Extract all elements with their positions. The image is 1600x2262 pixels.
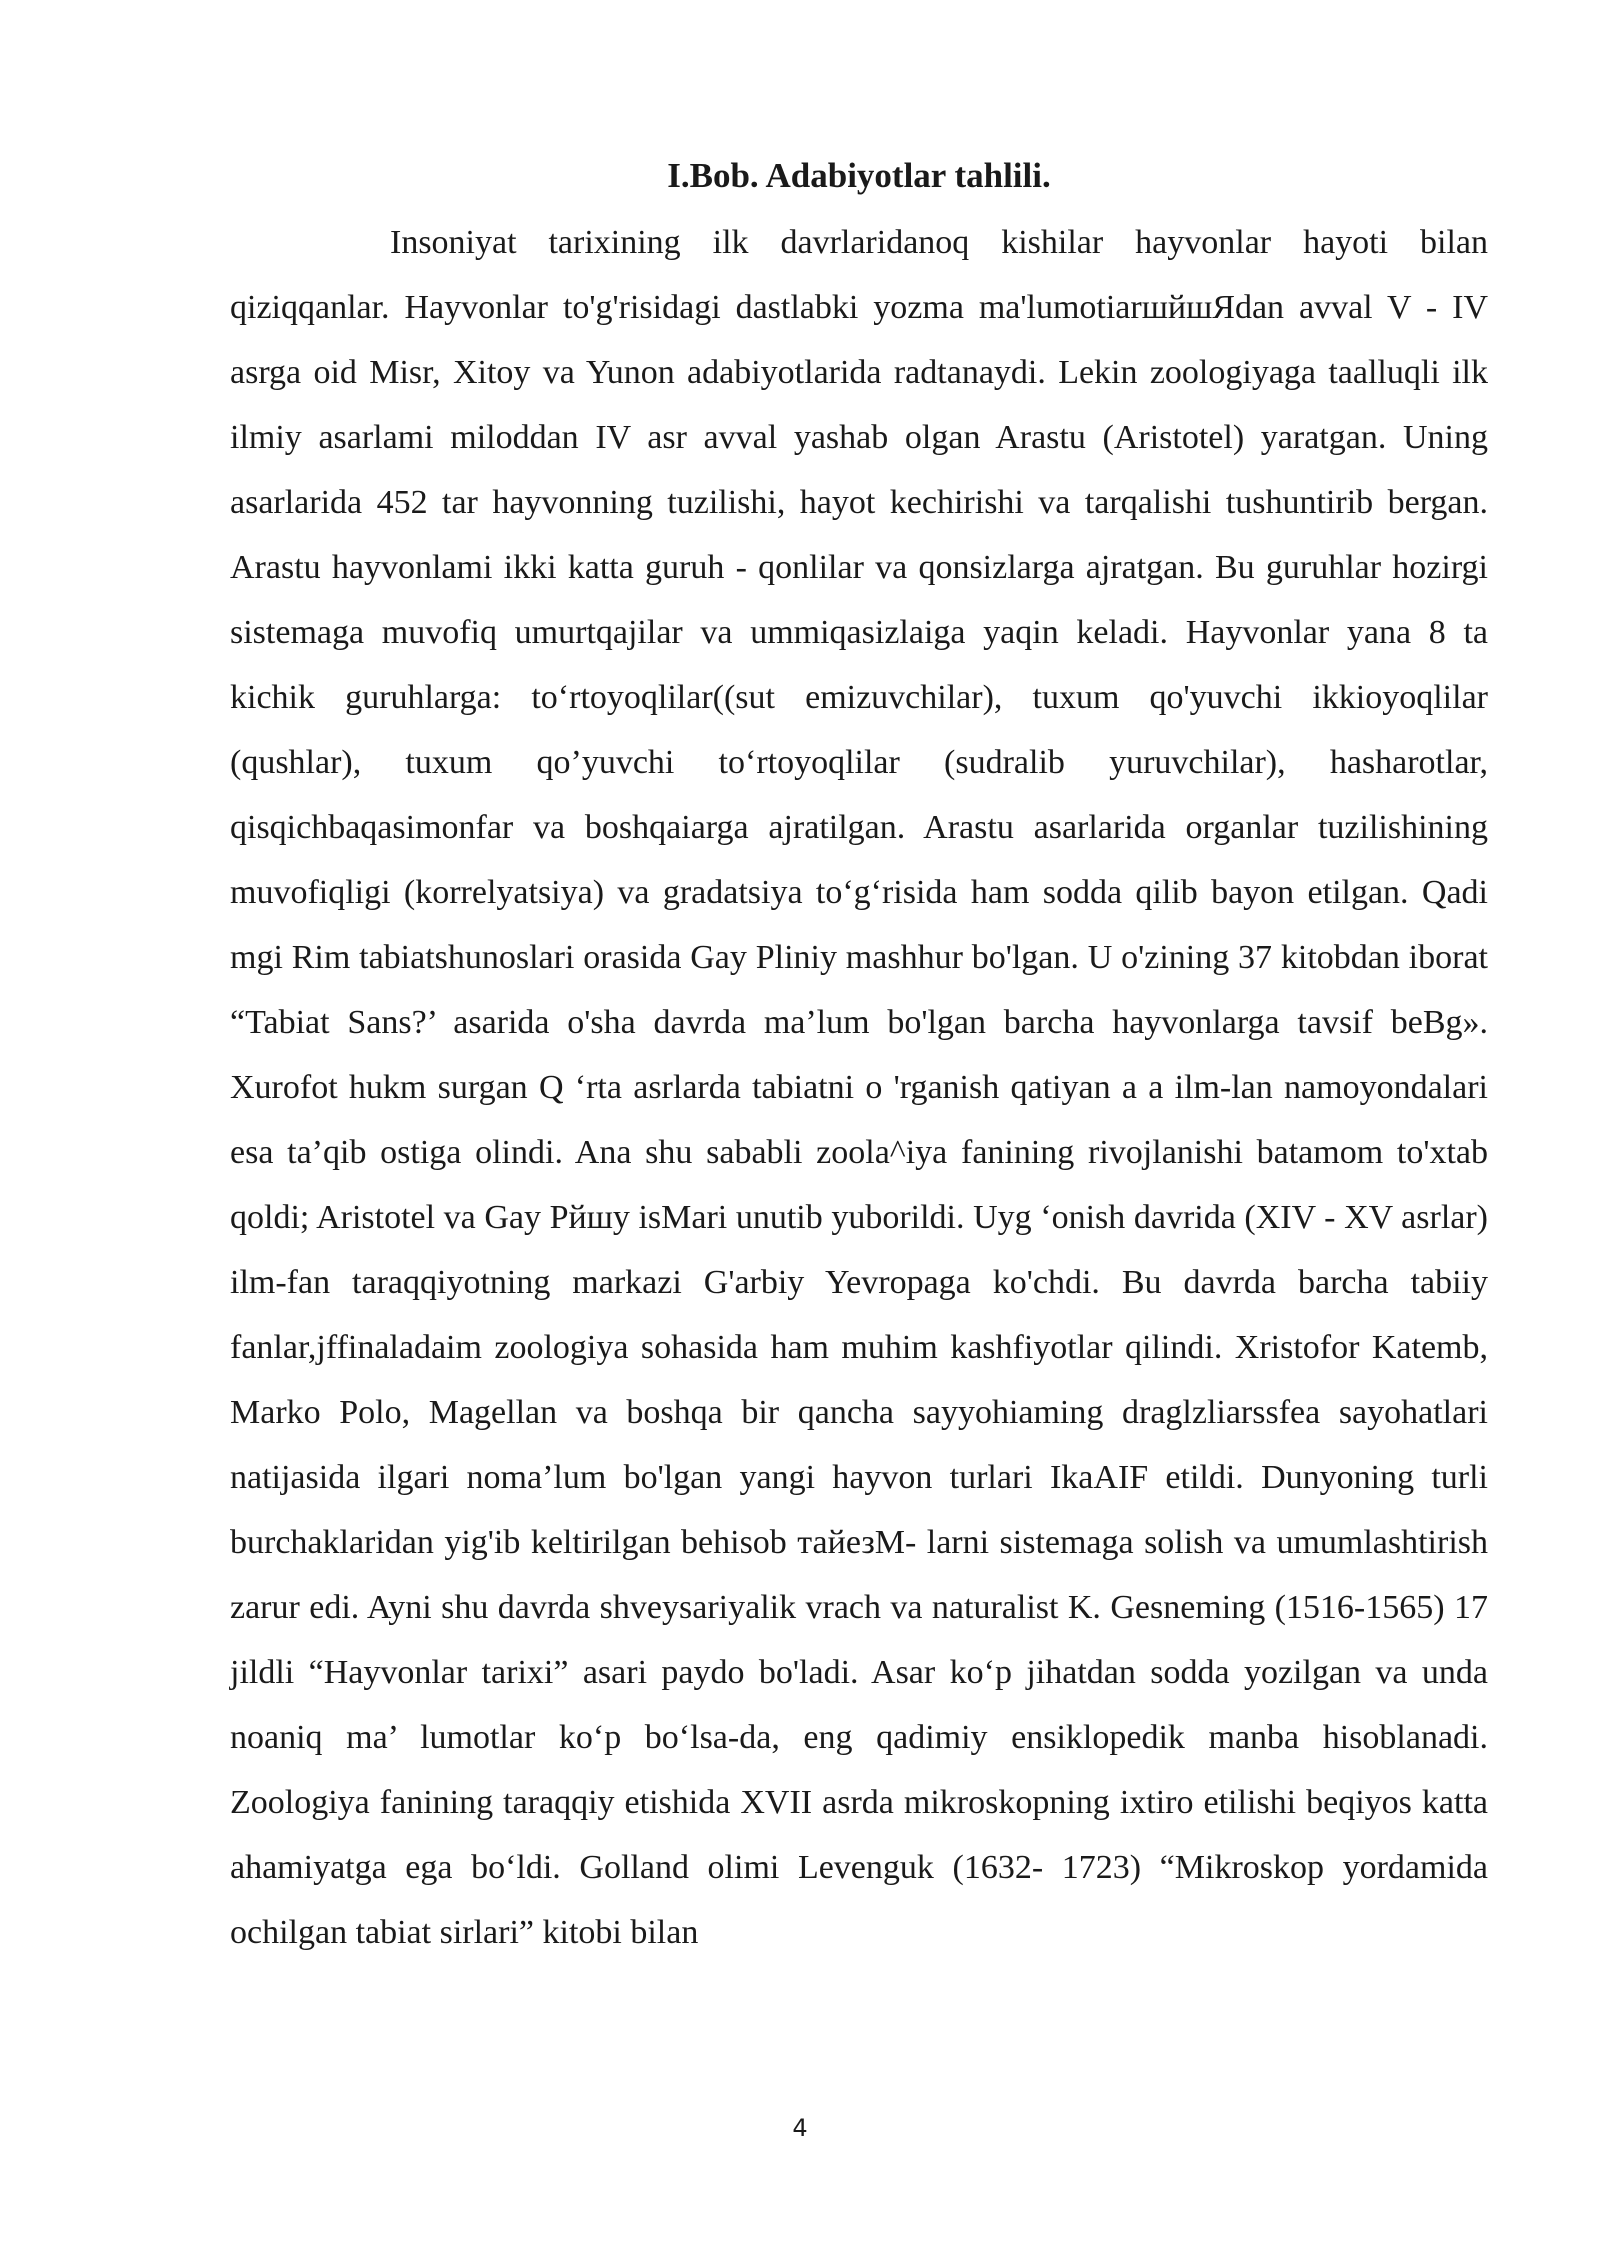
page-number: 4: [792, 2114, 808, 2142]
body-paragraph: Insoniyat tarixining ilk davrlaridanoq kishilar hayvonlar hayoti bilan qiziqqanlar. Hayvonlar to'g'risidagi dastlabki yozma ma'lumotiarшйшЯdan avval V - IV asrga oid Misr, Xitoy va Yunon adabiyotlarida radtanaydi. Lekin zoologiyaga taalluqli ilk ilmiy asarlami miloddan IV asr avval yashab olgan Arastu (Aristotel) yaratgan. Uning asarlarida 452 tar hayvonning tuzilishi, hayot kechirishi va tarqalishi tushuntirib bergan. Arastu hayvonlami ikki katta guruh - qonlilar va qonsizlarga ajratgan. Bu guruhlar hozirgi sistemaga muvofiq umurtqajilar va ummiqasizlaiga yaqin keladi. Hayvonlar yana 8 ta kichik guruhlarga: to‘rtoyoqlilar((sut emizuvchilar), tuxum qo'yuvchi ikkioyoqlilar (qushlar), tuxum qo’yuvchi to‘rtoyoqlilar (sudralib yuruvchilar), hasharotlar, qisqichbaqasimonfar va boshqaiarga ajratilgan. Arastu asarlarida organlar tuzilishining muvofiqligi (korrelyatsiya) va gradatsiya to‘g‘risida ham sodda qilib bayon etilgan. Qadi mgi Rim tabiatshunoslari orasida Gay Pliniy mashhur bo'lgan. U o'zining 37 kitobdan iborat “Tabiat Sans?’ asarida o'sha davrda ma’lum bo'lgan barcha hayvonlarga tavsif beBg». Xurofot hukm surgan Q ‘rta asrlarda tabiatni o 'rganish qatiyan a a ilm-lan namoyondalari esa ta’qib ostiga olindi. Ana shu sababli zoola^iya fanining rivojlanishi batamom to'xtab qoldi; Aristotel va Gay Рйшу isMari unutib yuborildi. Uyg ‘onish davrida (XIV - XV asrlar) ilm-fan taraqqiyotning markazi G'arbiy Yevropaga ko'chdi. Bu davrda barcha tabiiy fanlar,jffinaladaim zoologiya sohasida ham muhim kashfiyotlar qilindi. Xristofor Katemb, Marko Polo, Magellan va boshqa bir qancha sayyohiaming draglzliarssfea sayohatlari natijasida ilgari noma’lum bo'lgan yangi hayvon turlari IkaAIF etildi. Dunyoning turli burchaklaridan yig'ib keltirilgan behisob тайезМ- larni sistemaga solish va umumlashtirish zarur edi. Ayni shu davrda shveysariyalik vrach va naturalist K. Gesneming (1516-1565) 17 jildli “Hayvonlar tarixi” asari paydo bo'ladi. Asar ko‘p jihatdan sodda yozilgan va unda noaniq ma’ lumotlar ko‘p bo‘lsa-da, eng qadimiy ensiklopedik manba hisoblanadi. Zoologiya fanining taraqqiy etishida XVII asrda mikroskopning ixtiro etilishi beqiyos katta ahamiyatga ega bo‘ldi. Golland olimi Levenguk (1632- 1723) “Mikroskop yordamida ochilgan tabiat sirlari” kitobi bilan: [230, 224, 1488, 1951]
chapter-heading: I.Bob. Adabiyotlar tahlili.: [667, 156, 1051, 195]
